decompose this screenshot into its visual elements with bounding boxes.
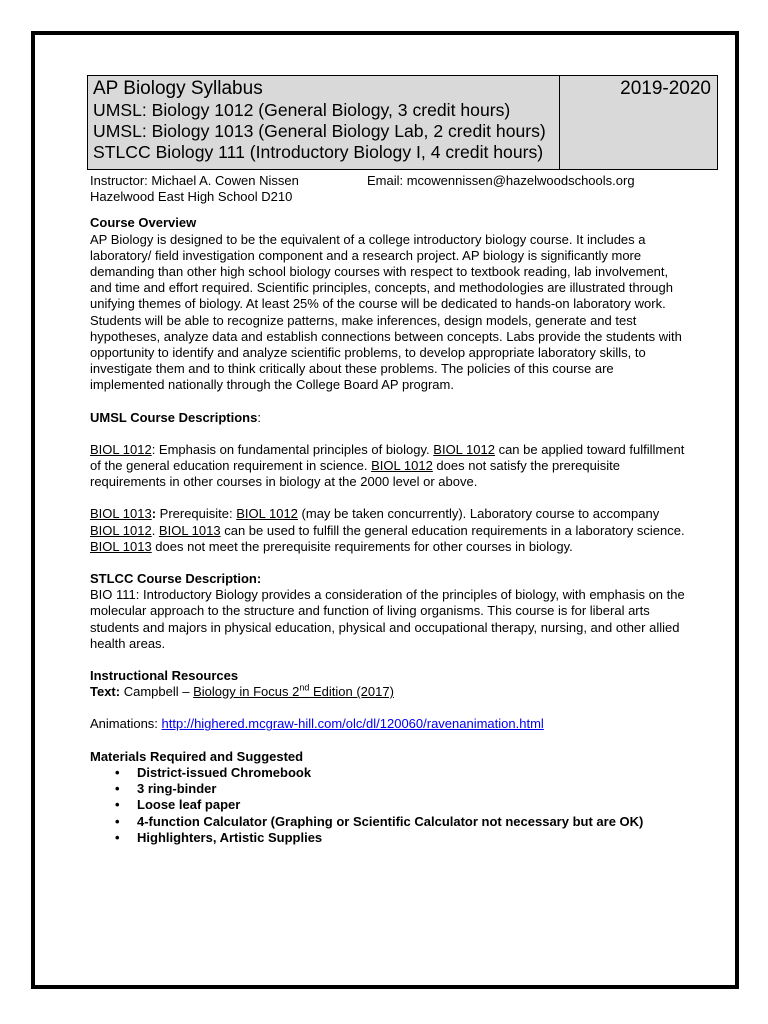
animations-link[interactable]: http://highered.mcgraw-hill.com/olc/dl/120060/ravenanimation.html — [161, 716, 544, 732]
list-item: • Loose leaf paper — [115, 797, 690, 813]
umsl-descriptions-heading: UMSL Course Descriptions: — [90, 409, 261, 425]
stlcc-description-text: BIO 111: Introductory Biology provides a consideration of the principles of biology, with emphasis on the molecular approach to the structure and function of living organisms. This course is for liberal arts students and majors in physical education, physical and occupational therapy, nursing, and other allied health areas. — [90, 587, 685, 651]
textbook-title: Biology in Focus 2nd Edition (2017) — [193, 682, 394, 700]
instructor-name: Instructor: Michael A. Cowen Nissen — [90, 173, 299, 188]
biol-1013-description: BIOL 1013: Prerequisite: BIOL 1012 (may be taken concurrently). Laboratory course to accompany BIOL 1012. BIOL 1013 can be used to fulfill the general education requirements in a laboratory science. BIOL 1013 does not meet the prerequisite requirements for other courses in biology. — [90, 506, 685, 554]
course-line-umsl-1012: UMSL: Biology 1012 (General Biology, 3 credit hours) — [93, 100, 511, 120]
syllabus-header-table — [87, 75, 718, 170]
course-overview-text: AP Biology is designed to be the equivalent of a college introductory biology course. It includes a laboratory/ field investigation component and a research project. AP biology is significantly more demanding than other high school biology courses with respect to textbook reading, lab involvement, and time and effort required. Scientific principles, concepts, and methodologies are illustrated through unifying themes of biology. At least 25% of the course will be dedicated to hands-on laboratory work. Students will be able to recognize patterns, make inferences, design models, generate and test hypotheses, analyze data and establish connections between concepts. Labs provide the students with opportunity to identify and analyze scientific problems, to develop appropriate laboratory skills, to investigate them and to think critically about these problems. The policies of this course are implemented nationally through the College Board AP program. — [90, 231, 682, 393]
biol-1013-link[interactable]: BIOL 1013 — [90, 538, 152, 554]
biol-1012-link[interactable]: BIOL 1012 — [90, 522, 152, 538]
school-year: 2019-2020 — [620, 78, 711, 99]
instructor-row — [90, 173, 690, 189]
biol-1012-link[interactable]: BIOL 1012 — [236, 506, 298, 522]
materials-list — [90, 765, 690, 846]
biol-1013-link[interactable]: BIOL 1013 — [90, 506, 152, 522]
syllabus-body — [90, 173, 690, 846]
instructor-email: Email: mcowennissen@hazelwoodschools.org — [367, 173, 635, 188]
biol-1012-description: BIOL 1012: Emphasis on fundamental principles of biology. BIOL 1012 can be applied toward fulfillment of the general education requirement in science. BIOL 1012 does not satisfy the prerequisite requirements in other courses in biology at the 2000 level or above. — [90, 441, 685, 490]
list-item: • Highlighters, Artistic Supplies — [115, 830, 690, 846]
school-name: Hazelwood East High School D210 — [90, 189, 293, 205]
stlcc-description-heading: STLCC Course Description: — [90, 571, 262, 587]
list-item: • District-issued Chromebook — [115, 765, 690, 781]
syllabus-title: AP Biology Syllabus — [93, 78, 263, 99]
course-line-umsl-1013: UMSL: Biology 1013 (General Biology Lab, 2 credit hours) — [93, 121, 546, 141]
materials-heading: Materials Required and Suggested — [90, 748, 304, 764]
header-course-cell — [88, 76, 560, 169]
course-overview-heading: Course Overview — [90, 215, 197, 231]
biol-1013-link[interactable]: BIOL 1013 — [158, 522, 221, 538]
textbook-line: Text: Campbell – Biology in Focus 2nd Edition (2017) — [90, 682, 394, 700]
list-item: • 4-function Calculator (Graphing or Scientific Calculator not necessary but are OK) — [115, 814, 690, 830]
biol-1012-link[interactable]: BIOL 1012 — [371, 458, 433, 474]
biol-1012-link[interactable]: BIOL 1012 — [433, 441, 495, 457]
list-item: • 3 ring-binder — [115, 781, 690, 797]
animations-line: Animations: http://highered.mcgraw-hill.com/olc/dl/120060/ravenanimation.html — [90, 716, 544, 732]
course-line-stlcc-111: STLCC Biology 111 (Introductory Biology I, 4 credit hours) — [93, 142, 544, 162]
instructional-resources-heading: Instructional Resources — [90, 668, 239, 684]
biol-1012-link[interactable]: BIOL 1012 — [90, 441, 152, 457]
